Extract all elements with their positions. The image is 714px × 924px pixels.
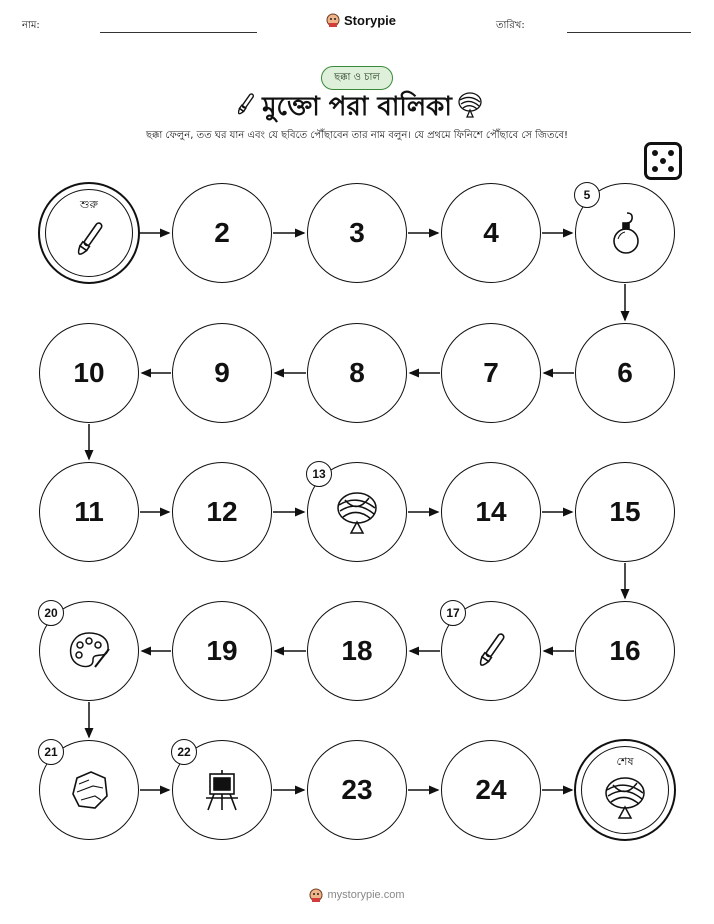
storypie-mascot-icon [309,887,323,903]
board-space [307,462,407,562]
board-space [39,323,139,423]
space-number: 6 [617,357,633,388]
space-number-badge: 5 [574,182,600,208]
space-number: 19 [206,635,238,666]
board-space [441,462,541,562]
space-number: 18 [341,635,373,666]
board-space [172,183,272,283]
palette-icon [65,627,113,675]
space-number: 3 [349,217,365,248]
space-number: 7 [483,357,499,388]
space-number: 24 [475,774,507,805]
space-number: 15 [609,496,641,527]
footer [0,887,714,903]
date-label: তারিখ: [496,20,525,31]
board-space [441,183,541,283]
space-number: 11 [74,496,104,527]
space-number: 23 [341,774,373,805]
space-number: 8 [349,357,365,388]
board-space [39,601,139,701]
space-number: 10 [73,357,105,388]
space-number: 14 [475,496,507,527]
board-space [172,740,272,840]
space-number-badge: 20 [38,600,64,626]
turban-icon [333,488,381,536]
board-space [575,462,675,562]
board-space [39,740,139,840]
board-space [172,601,272,701]
name-label: নাম: [22,20,40,31]
board-space [441,740,541,840]
game-type-badge: ছক্কা ও চাল [321,66,393,90]
finish-label: শেষ [616,755,634,768]
footer-site: mystorypie.com [327,889,405,901]
pearl-earring-icon [601,209,649,257]
board-space [307,740,407,840]
board-space [172,323,272,423]
space-number-badge: 17 [440,600,466,626]
brand-name: Storypie [344,12,397,28]
page-title: মুক্তো পরা বালিকা [262,92,452,122]
start-space [38,182,140,284]
board-space [575,183,675,283]
finish-space [574,739,676,841]
easel-icon [198,766,246,814]
start-label: শুরু [80,198,98,211]
space-number: 16 [609,635,641,666]
board-space [307,183,407,283]
paintbrush-icon [467,627,515,675]
board-space [39,462,139,562]
instructions: ছক্কা ফেলুন, তত ঘর যান এবং যে ছবিতে পৌঁছাবেন তার নাম বলুন। যে প্রথমে ফিনিশে পৌঁছাবে সে জিতবে! [145,130,569,141]
space-number-badge: 21 [38,739,64,765]
pigment-stone-icon [65,766,113,814]
board-space [307,323,407,423]
space-number: 2 [214,217,230,248]
board-space [575,601,675,701]
turban-icon [601,773,649,821]
space-number: 12 [206,496,238,527]
paintbrush-icon [65,216,113,264]
board-space [172,462,272,562]
space-number-badge: 22 [171,739,197,765]
board-space [441,323,541,423]
space-number-badge: 13 [306,461,332,487]
space-number: 9 [214,357,230,388]
board-space [575,323,675,423]
board-space [307,601,407,701]
space-number: 4 [483,217,499,248]
board-space [441,601,541,701]
